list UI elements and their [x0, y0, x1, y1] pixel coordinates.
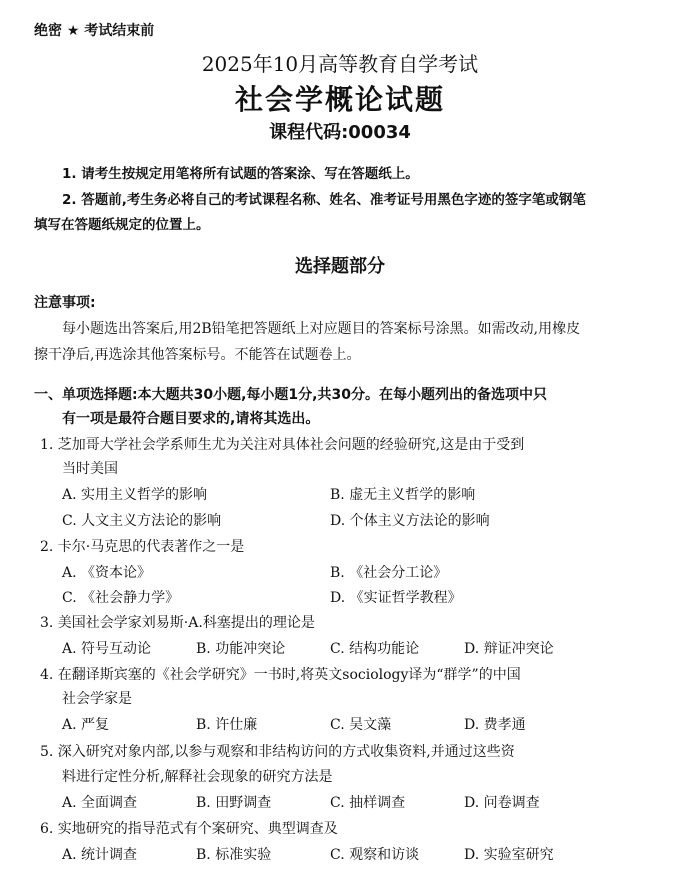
question-3-option-d: D. 辩证冲突论: [464, 641, 554, 657]
question-1-option-d: D. 个体主义方法论的影响: [330, 513, 490, 529]
question-5-option-c: C. 抽样调查: [330, 795, 406, 811]
question-6-option-b: B. 标准实验: [196, 847, 272, 863]
question-5-option-b: B. 田野调查: [196, 795, 272, 811]
notice-2-line-1: 2. 答题前,考生务必将自己的考试课程名称、姓名、准考证号用黑色字迹的签字笔或钢笔: [62, 192, 586, 208]
section-title: 选择题部分: [295, 256, 385, 277]
question-2-option-c: C. 《社会静力学》: [62, 590, 180, 606]
part-1-heading-line-1: 一、单项选择题:本大题共30小题,每小题1分,共30分。在每小题列出的备选项中只: [34, 387, 547, 403]
question-4-option-d: D. 费孝通: [464, 717, 526, 733]
question-4-line-1: 4. 在翻译斯宾塞的《社会学研究》一书时,将英文sociology译为“群学”的中国: [40, 667, 521, 683]
question-2-option-a: A. 《资本论》: [62, 565, 152, 581]
question-2-option-b: B. 《社会分工论》: [330, 565, 448, 581]
attention-line-2: 擦干净后,再选涂其他答案标号。不能答在试题卷上。: [34, 347, 361, 363]
question-4-option-c: C. 吴文藻: [330, 717, 392, 733]
attention-line-1: 每小题选出答案后,用2B铅笔把答题纸上对应题目的答案标号涂黑。如需改动,用橡皮: [62, 321, 581, 337]
exam-title: 2025年10月高等教育自学考试: [201, 52, 479, 76]
question-3-option-b: B. 功能冲突论: [196, 641, 286, 657]
confidential-mark: 绝密 ★ 考试结束前: [34, 23, 155, 39]
question-2-line-1: 2. 卡尔·马克思的代表著作之一是: [40, 539, 245, 555]
question-3-option-c: C. 结构功能论: [330, 641, 420, 657]
question-1-option-c: C. 人文主义方法论的影响: [62, 513, 222, 529]
notice-1: 1. 请考生按规定用笔将所有试题的答案涂、写在答题纸上。: [62, 166, 419, 182]
question-1-line-1: 1. 芝加哥大学社会学系师生尤为关注对具体社会问题的经验研究,这是由于受到: [40, 437, 525, 453]
question-6-option-c: C. 观察和访谈: [330, 847, 420, 863]
question-5-option-a: A. 全面调查: [62, 795, 138, 811]
question-2-option-d: D. 《实证哲学教程》: [330, 590, 462, 606]
question-5-line-2: 料进行定性分析,解释社会现象的研究方法是: [62, 769, 333, 785]
question-1-line-2: 当时美国: [62, 461, 118, 477]
part-1-heading-line-2: 有一项是最符合题目要求的,请将其选出。: [62, 411, 320, 427]
notice-2-line-2: 填写在答题纸规定的位置上。: [34, 217, 210, 233]
question-3-line-1: 3. 美国社会学家刘易斯·A.科塞提出的理论是: [40, 615, 315, 631]
question-5-line-1: 5. 深入研究对象内部,以参与观察和非结构访问的方式收集资料,并通过这些资: [40, 744, 515, 760]
question-4-line-2: 社会学家是: [62, 691, 132, 707]
question-5-option-d: D. 问卷调查: [464, 795, 540, 811]
question-1-option-a: A. 实用主义哲学的影响: [62, 487, 208, 503]
question-6-option-a: A. 统计调查: [62, 847, 138, 863]
question-3-option-a: A. 符号互动论: [62, 641, 152, 657]
course-code: 课程代码:00034: [269, 122, 411, 143]
question-1-option-b: B. 虚无主义哲学的影响: [330, 487, 476, 503]
question-4-option-a: A. 严复: [62, 717, 110, 733]
question-4-option-b: B. 许仕廉: [196, 717, 258, 733]
subject-title: 社会学概论试题: [234, 83, 445, 116]
question-6-line-1: 6. 实地研究的指导范式有个案研究、典型调查及: [40, 821, 338, 837]
attention-label: 注意事项:: [34, 295, 96, 311]
question-6-option-d: D. 实验室研究: [464, 847, 554, 863]
